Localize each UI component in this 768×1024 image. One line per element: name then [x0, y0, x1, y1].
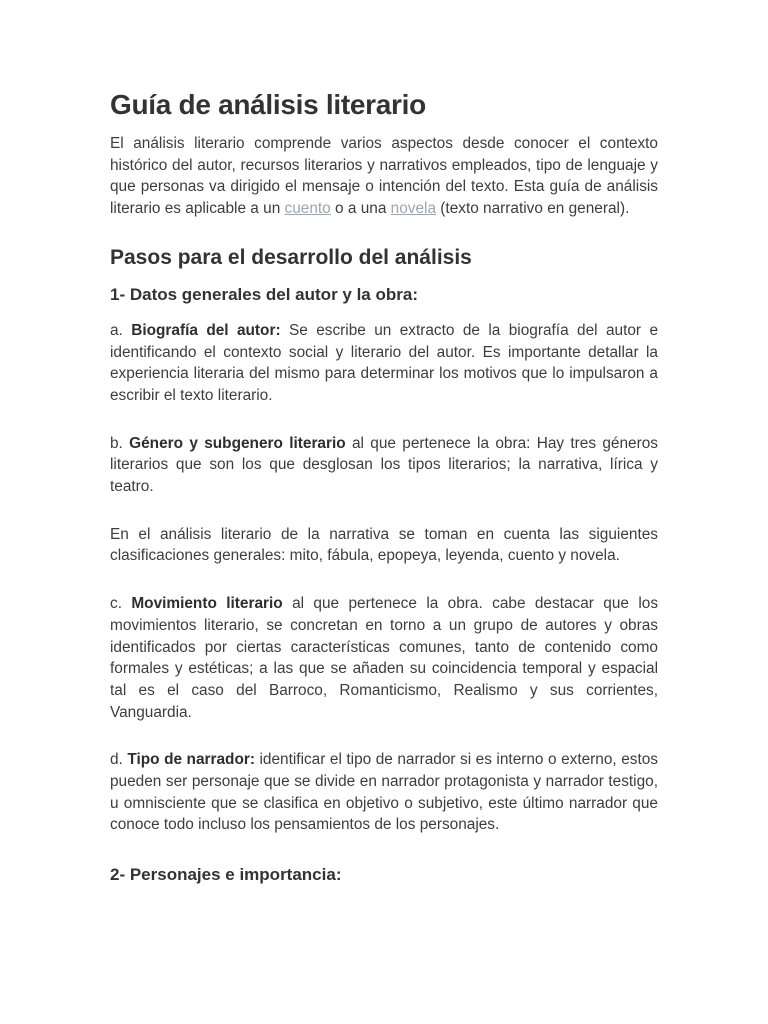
item-text: al que pertenece la obra. cabe destacar que los movimientos literario, se concretan en torno a un grupo de autores y obras identificados por ciertas características comunes, tanto de contenido como formales y estéticas; a las que se añaden su coincidencia temporal y espacial tal es el caso del Barroco, Romanticismo, Realismo y sus corrientes, Vanguardia.: [110, 595, 659, 721]
cuento-link[interactable]: cuento: [284, 200, 331, 218]
item-prefix: a.: [110, 321, 132, 339]
narrativa-paragraph: [110, 524, 658, 567]
item-text: identificar el tipo de narrador si es interno o externo, estos pueden ser personaje que se divide en narrador protagonista y narrador testigo, u omnisciente que se clasifica en objetivo o subjetivo, este último narrador que conoce todo incluso los pensamientos de los personajes.: [110, 751, 658, 834]
subsection-heading-2: 2- Personajes e importancia:: [110, 865, 342, 885]
item-prefix: d.: [110, 751, 128, 769]
intro-text-middle: o a una: [330, 200, 391, 218]
item-term: Movimiento literario: [131, 595, 283, 613]
item-term: Género y subgenero literario: [129, 434, 346, 452]
item-narrador: [110, 749, 658, 836]
item-text: al que pertenece la obra: Hay tres géneros literarios que son los que desglosan los tipos literarios; la narrativa, lírica y teatro.: [110, 434, 658, 496]
item-term: Biografía del autor:: [131, 321, 281, 339]
page-title: Guía de análisis literario: [110, 89, 426, 120]
section-heading: Pasos para el desarrollo del análisis: [110, 245, 472, 269]
novela-link[interactable]: novela: [390, 200, 437, 218]
intro-paragraph: [110, 133, 658, 220]
item-text: Se escribe un extracto de la biografía del autor e identificando el contexto social y literario del autor. Es importante detallar la experiencia literaria del mismo para determinar los motivos que lo impulsaron a escribir el texto literario.: [110, 321, 659, 404]
item-prefix: c.: [110, 595, 132, 613]
item-genero: [110, 433, 658, 498]
item-term: Tipo de narrador:: [127, 751, 255, 769]
item-biografia: [110, 320, 658, 407]
subsection-heading-1: 1- Datos generales del autor y la obra:: [110, 284, 418, 304]
item-movimiento: [110, 593, 658, 723]
intro-text-after: (texto narrativo en general).: [436, 200, 630, 218]
intro-text-before: El análisis literario comprende varios aspectos desde conocer el contexto histórico del autor, recursos literarios y narrativos empleados, tipo de lenguaje y que personas va dirigido el mensaje o intención del texto. Esta guía de análisis literario es aplicable a un: [110, 135, 658, 218]
item-prefix: b.: [110, 434, 130, 452]
item-text: En el análisis literario de la narrativa se toman en cuenta las siguientes clasificaciones generales: mito, fábula, epopeya, leyenda, cuento y novela.: [110, 525, 658, 565]
